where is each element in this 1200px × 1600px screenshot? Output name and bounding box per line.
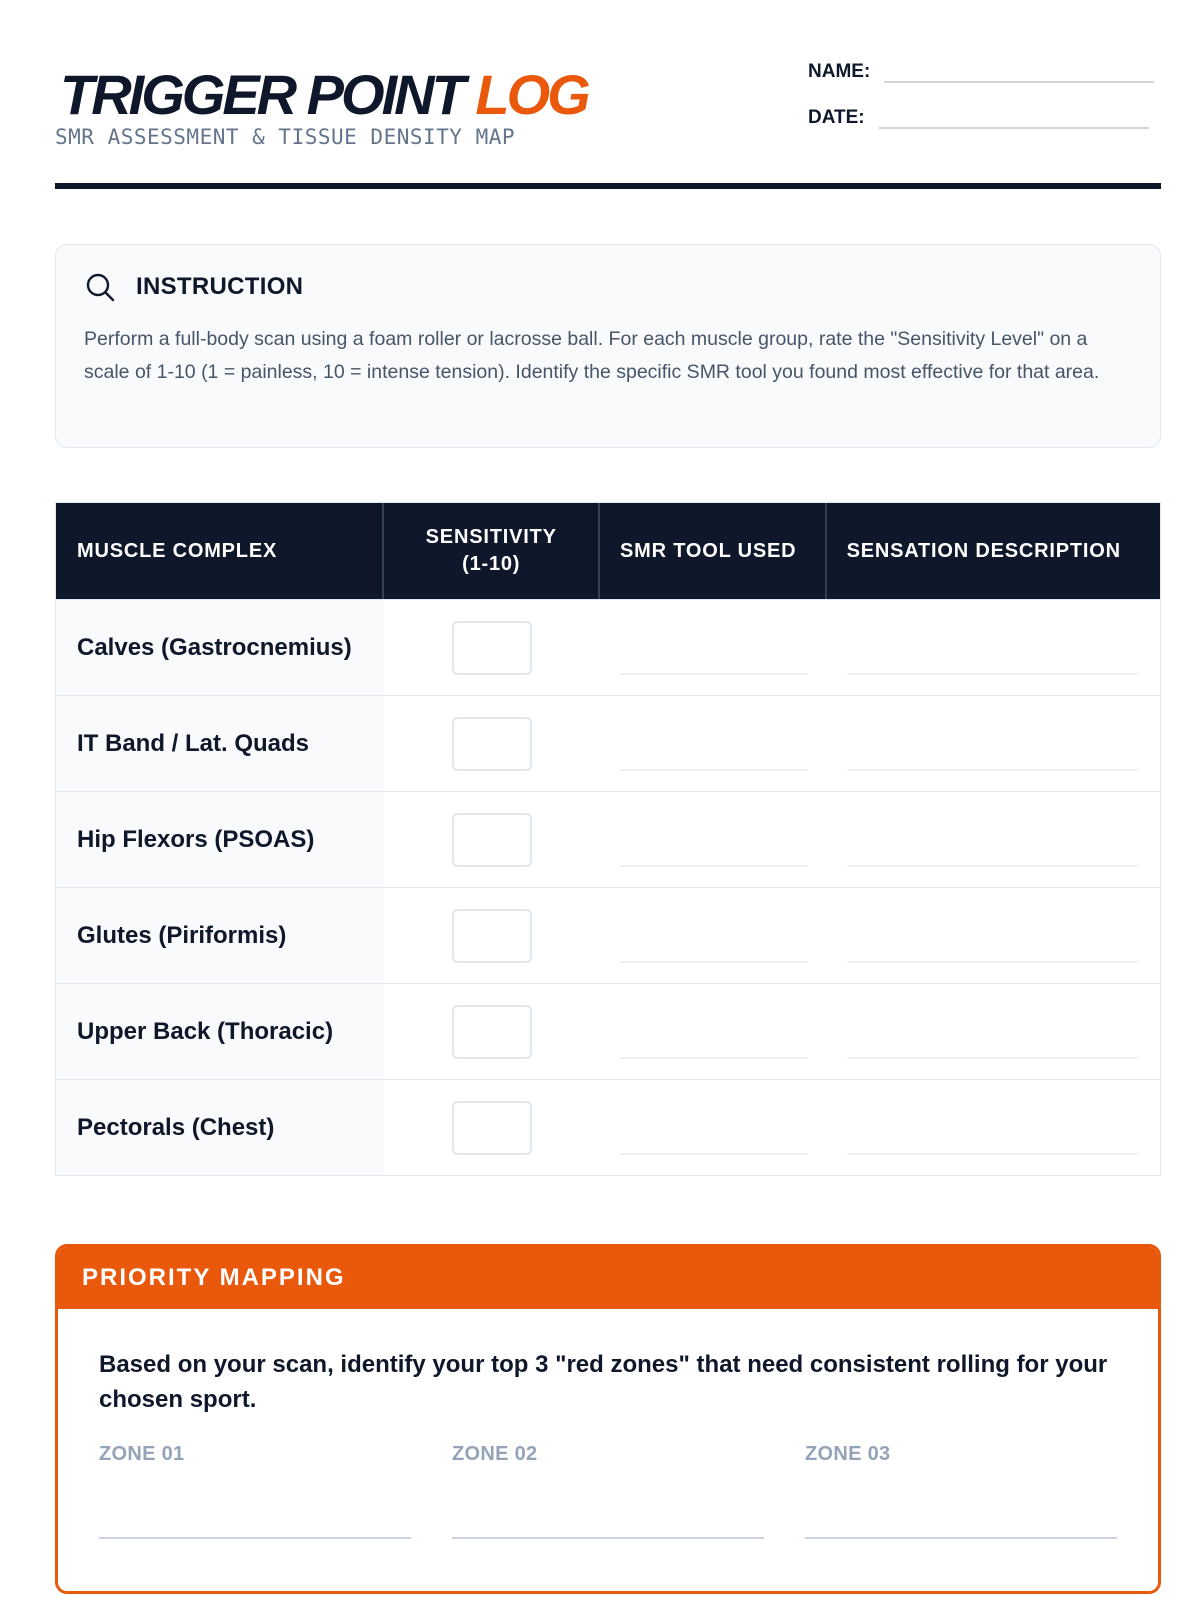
sensation-input[interactable] <box>847 865 1139 867</box>
table-row <box>56 599 1160 695</box>
header-sensitivity-line2: (1-10) <box>462 553 521 575</box>
table-row <box>56 983 1160 1079</box>
zone-label: ZONE 02 <box>452 1443 538 1465</box>
priority-title: PRIORITY MAPPING <box>82 1264 346 1291</box>
muscle-name: Calves (Gastrocnemius) <box>56 600 384 695</box>
zone-input[interactable] <box>99 1537 411 1539</box>
table-row <box>56 1079 1160 1175</box>
sensitivity-input[interactable] <box>452 621 532 675</box>
instruction-panel <box>55 244 1161 448</box>
zone-field <box>99 1443 411 1539</box>
name-label: NAME: <box>808 61 871 82</box>
name-field-row <box>808 59 1154 83</box>
sensitivity-input[interactable] <box>452 1005 532 1059</box>
sensation-input[interactable] <box>847 1153 1139 1155</box>
smr-tool-input[interactable] <box>620 961 808 963</box>
header-sensitivity <box>384 503 600 599</box>
date-input[interactable] <box>879 105 1149 129</box>
header-sensitivity-line1: SENSITIVITY <box>425 526 557 548</box>
muscle-name: Glutes (Piriformis) <box>56 888 384 983</box>
name-input[interactable] <box>884 59 1154 83</box>
sensitivity-input[interactable] <box>452 1101 532 1155</box>
sensation-input[interactable] <box>847 769 1139 771</box>
table-row <box>56 791 1160 887</box>
zone-input[interactable] <box>452 1537 764 1539</box>
title-accent: LOG <box>475 63 588 126</box>
sensitivity-input[interactable] <box>452 717 532 771</box>
priority-text: Based on your scan, identify your top 3 "red zones" that need consistent rolling for your chosen sport. <box>99 1351 1108 1413</box>
instruction-title: INSTRUCTION <box>136 273 304 300</box>
page-subtitle: SMR ASSESSMENT & TISSUE DENSITY MAP <box>55 125 516 149</box>
sensation-input[interactable] <box>847 673 1139 675</box>
table-row <box>56 887 1160 983</box>
instruction-text: Perform a full-body scan using a foam roller or lacrosse ball. For each muscle group, rate the "Sensitivity Level" on a scale of 1-10 (1 = painless, 10 = intense tension). Identify the specific SMR tool you found most effective for that area. <box>84 328 1100 383</box>
page-header <box>55 55 1161 187</box>
zone-field <box>805 1443 1117 1539</box>
muscle-name: Upper Back (Thoracic) <box>56 984 384 1079</box>
zone-label: ZONE 01 <box>99 1443 185 1465</box>
date-label: DATE: <box>808 107 865 128</box>
priority-mapping-panel <box>55 1244 1161 1594</box>
smr-tool-input[interactable] <box>620 673 808 675</box>
muscle-name: Hip Flexors (PSOAS) <box>56 792 384 887</box>
assessment-table <box>55 502 1161 1176</box>
search-icon <box>84 271 116 303</box>
sensation-input[interactable] <box>847 961 1139 963</box>
date-field-row <box>808 105 1149 129</box>
sensation-input[interactable] <box>847 1057 1139 1059</box>
muscle-name: Pectorals (Chest) <box>56 1080 384 1175</box>
header-smr-tool: SMR TOOL USED <box>600 503 827 599</box>
smr-tool-input[interactable] <box>620 1153 808 1155</box>
smr-tool-input[interactable] <box>620 769 808 771</box>
header-muscle-complex: MUSCLE COMPLEX <box>56 503 384 599</box>
sensitivity-input[interactable] <box>452 813 532 867</box>
smr-tool-input[interactable] <box>620 1057 808 1059</box>
title-main: TRIGGER POINT <box>60 63 463 126</box>
sensitivity-input[interactable] <box>452 909 532 963</box>
zone-input[interactable] <box>805 1537 1117 1539</box>
smr-tool-input[interactable] <box>620 865 808 867</box>
header-divider <box>55 183 1161 189</box>
instruction-heading <box>84 271 303 303</box>
zone-label: ZONE 03 <box>805 1443 891 1465</box>
zone-field <box>452 1443 764 1539</box>
header-sensation: SENSATION DESCRIPTION <box>846 539 1121 562</box>
table-row <box>56 695 1160 791</box>
table-header <box>56 503 1160 599</box>
page-title <box>60 61 588 129</box>
muscle-name: IT Band / Lat. Quads <box>56 696 384 791</box>
priority-header <box>58 1247 1158 1309</box>
